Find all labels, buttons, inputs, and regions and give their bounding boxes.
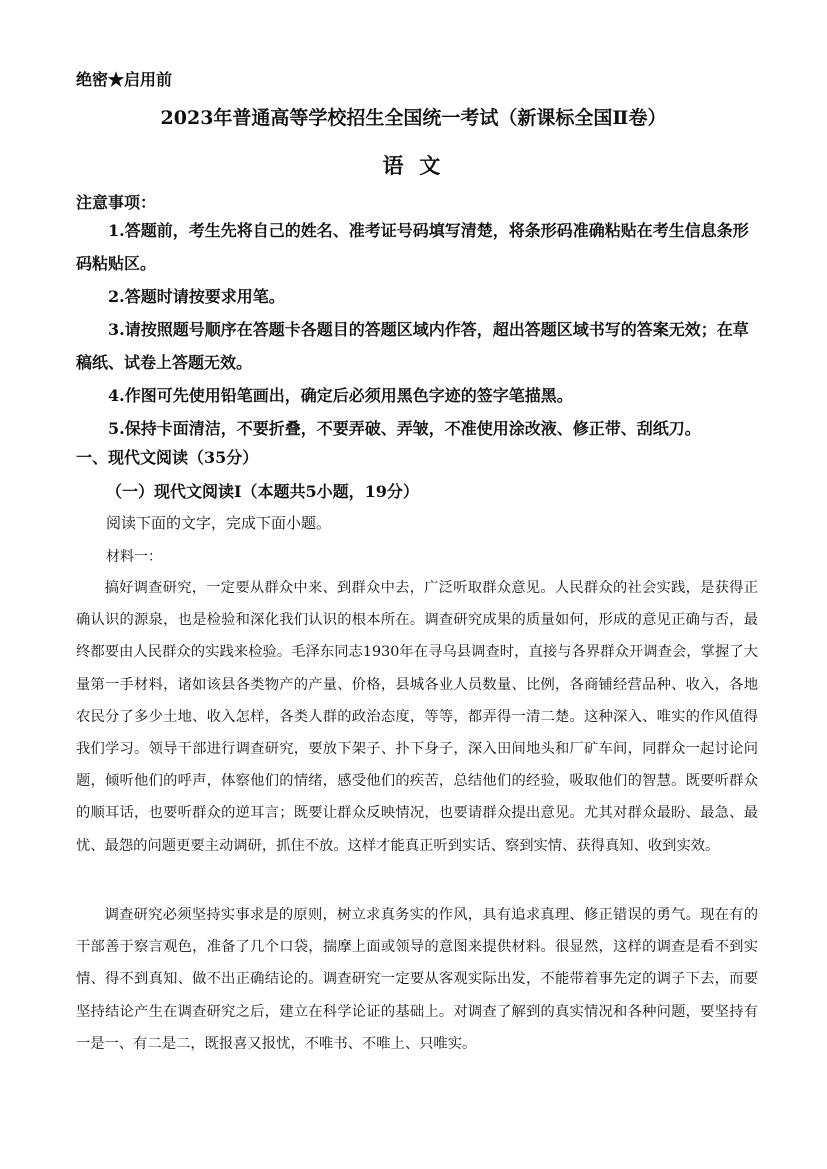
- note-item: 5.保持卡面清洁，不要折叠，不要弄破、弄皱，不准使用涂改液、修正带、刮纸刀。: [108, 419, 701, 438]
- reading-instruction: 阅读下面的文字，完成下面小题。: [106, 515, 332, 532]
- note-item: 3.请按照题号顺序在答题卡各题目的答题区域内作答，超出答题区域书写的答案无效；在草稿纸、试卷上答题无效。: [76, 320, 749, 372]
- notes-list: [76, 214, 756, 445]
- note-item: 4.作图可先使用铅笔画出，确定后必须用黑色字迹的签字笔描黑。: [108, 386, 573, 405]
- secret-mark: 绝密★启用前: [76, 70, 173, 89]
- note-item: 1.答题前，考生先将自己的姓名、准考证号码填写清楚，将条形码准确粘贴在考生信息条形码粘贴区。: [76, 221, 749, 273]
- notes-heading: 注意事项：: [76, 193, 157, 212]
- note-item: 2.答题时请按要求用笔。: [108, 287, 285, 306]
- material-paragraph: 调查研究必须坚持实事求是的原则，树立求真务实的作风，具有追求真理、修正错误的勇气。现在有的干部善于察言观色，准备了几个口袋，揣摩上面或领导的意图来提供材料。很显然，这样的调查是看不到实情、得不到真知、做不出正确结论的。调查研究一定要从客观实际出发，不能带着事先定的调子下去，而要坚持结论产生在调查研究之后，建立在科学论证的基础上。对调查了解到的真实情况和各种问题，要坚持有一是一、有二是二，既报喜又报忧，不唯书、不唯上、只唯实。: [76, 907, 758, 1052]
- material-label: 材料一：: [106, 549, 162, 565]
- subsection-heading: （一）现代文阅读Ⅰ（本题共5小题，19分）: [106, 482, 419, 501]
- page-title: 2023年普通高等学校招生全国统一考试（新课标全国Ⅱ卷）: [160, 107, 667, 129]
- material-paragraph: 搞好调查研究，一定要从群众中来、到群众中去，广泛听取群众意见。人民群众的社会实践，是获得正确认识的源泉，也是检验和深化我们认识的根本所在。调查研究成果的质量如何，形成的意见正确与否，最终都要由人民群众的实践来检验。毛泽东同志1930年在寻乌县调查时，直接与各界群众开调查会，掌握了大量第一手材料，诸如该县各类物产的产量、价格，县城各业人员数量、比例，各商铺经营品种、收入，各地农民分了多少土地、收入怎样，各类人群的政治态度，等等，都弄得一清二楚。这种深入、唯实的作风值得我们学习。领导干部进行调查研究，要放下架子、扑下身子，深入田间地头和厂矿车间，同群众一起讨论问题，倾听他们的呼声，体察他们的情绪，感受他们的疾苦，总结他们的经验，吸取他们的智慧。既要听群众的顺耳话，也要听群众的逆耳言；既要让群众反映情况，也要请群众提出意见。尤其对群众最盼、最急、最忧、最怨的问题更要主动调研，抓住不放。这样才能真正听到实话、察到实情、获得真知、收到实效。: [76, 580, 758, 854]
- section-heading: 一、现代文阅读（35分）: [76, 448, 259, 467]
- subject-title: 语 文: [382, 153, 445, 178]
